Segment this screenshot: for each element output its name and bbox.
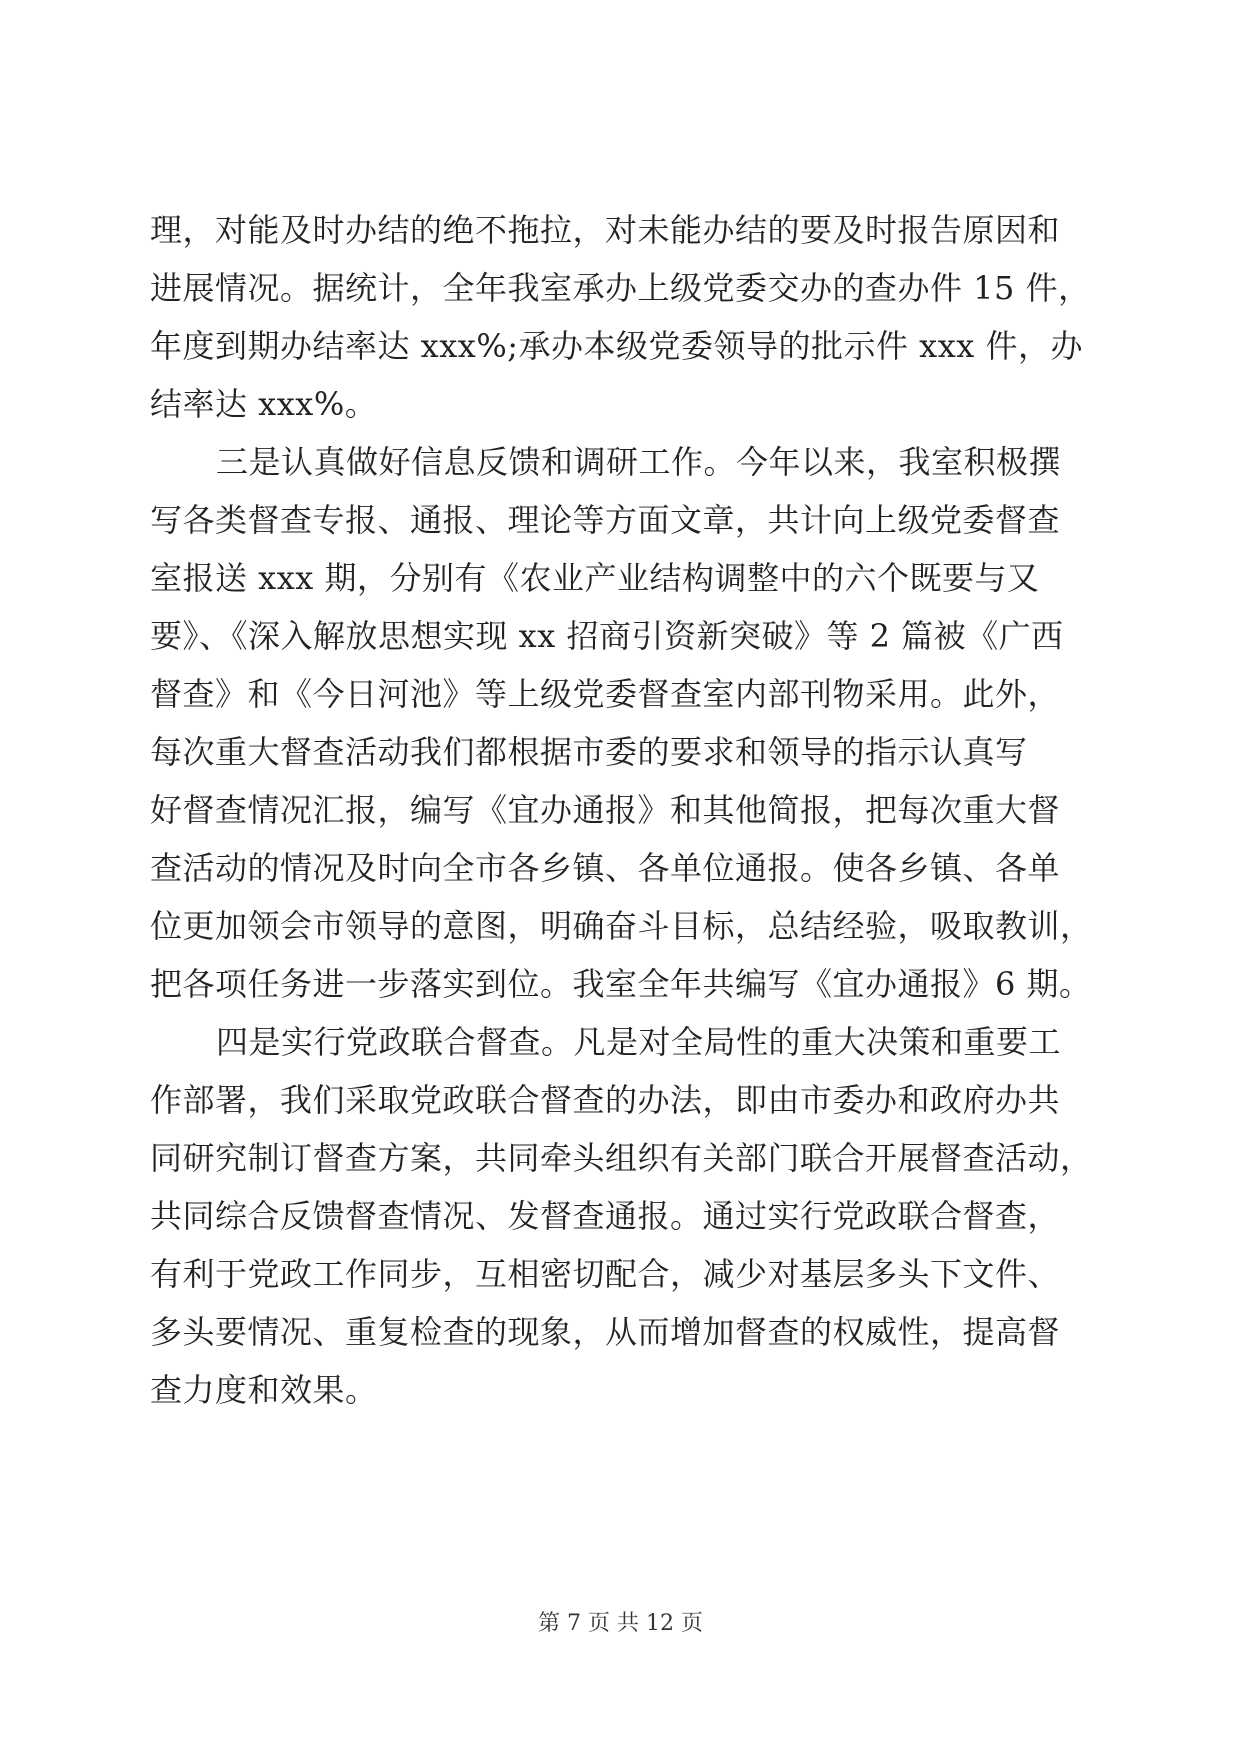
page-footer: 第 7 页 共 12 页 (538, 1611, 703, 1636)
paragraph-2-line-10: 把各项任务进一步落实到位。我室全年共编写《宜办通报》6 期。 (150, 965, 1092, 1003)
paragraph-3-line-3: 同研究制订督查方案，共同牵头组织有关部门联合开展督查活动， (150, 1139, 1093, 1177)
paragraph-2-line-2: 写各类督查专报、通报、理论等方面文章，共计向上级党委督查 (150, 501, 1061, 539)
paragraph-2-line-6: 每次重大督查活动我们都根据市委的要求和领导的指示认真写 (150, 733, 1028, 771)
paragraph-2-line-4: 要》、《深入解放思想实现 xx 招商引资新突破》等 2 篇被《广西 (150, 617, 1064, 655)
paragraph-1-line-2: 进展情况。据统计，全年我室承办上级党委交办的查办件 15 件， (150, 269, 1091, 307)
paragraph-2-line-9: 位更加领会市领导的意图，明确奋斗目标，总结经验，吸取教训， (150, 907, 1093, 945)
paragraph-2-line-1: 三是认真做好信息反馈和调研工作。今年以来，我室积极撰 (216, 443, 1062, 481)
paragraph-3-line-2: 作部署，我们采取党政联合督查的办法，即由市委办和政府办共 (150, 1081, 1061, 1119)
paragraph-3-line-7: 查力度和效果。 (150, 1371, 378, 1409)
paragraph-3-line-6: 多头要情况、重复检查的现象，从而增加督查的权威性，提高督 (150, 1313, 1061, 1351)
paragraph-2-line-3: 室报送 xxx 期，分别有《农业产业结构调整中的六个既要与又 (150, 559, 1040, 597)
paragraph-3-line-1: 四是实行党政联合督查。凡是对全局性的重大决策和重要工 (216, 1023, 1062, 1061)
paragraph-2-line-7: 好督查情况汇报，编写《宜办通报》和其他简报，把每次重大督 (150, 791, 1061, 829)
paragraph-1-line-1: 理，对能及时办结的绝不拖拉，对未能办结的要及时报告原因和 (150, 211, 1061, 249)
paragraph-1-line-3: 年度到期办结率达 xxx%;承办本级党委领导的批示件 xxx 件，办 (150, 327, 1083, 365)
paragraph-3-line-4: 共同综合反馈督查情况、发督查通报。通过实行党政联合督查， (150, 1197, 1061, 1235)
paragraph-3-line-5: 有利于党政工作同步，互相密切配合，减少对基层多头下文件、 (150, 1255, 1061, 1293)
paragraph-2-line-8: 查活动的情况及时向全市各乡镇、各单位通报。使各乡镇、各单 (150, 849, 1061, 887)
paragraph-2-line-5: 督查》和《今日河池》等上级党委督查室内部刊物采用。此外， (150, 675, 1061, 713)
paragraph-1-line-4: 结率达 xxx%。 (150, 385, 378, 423)
